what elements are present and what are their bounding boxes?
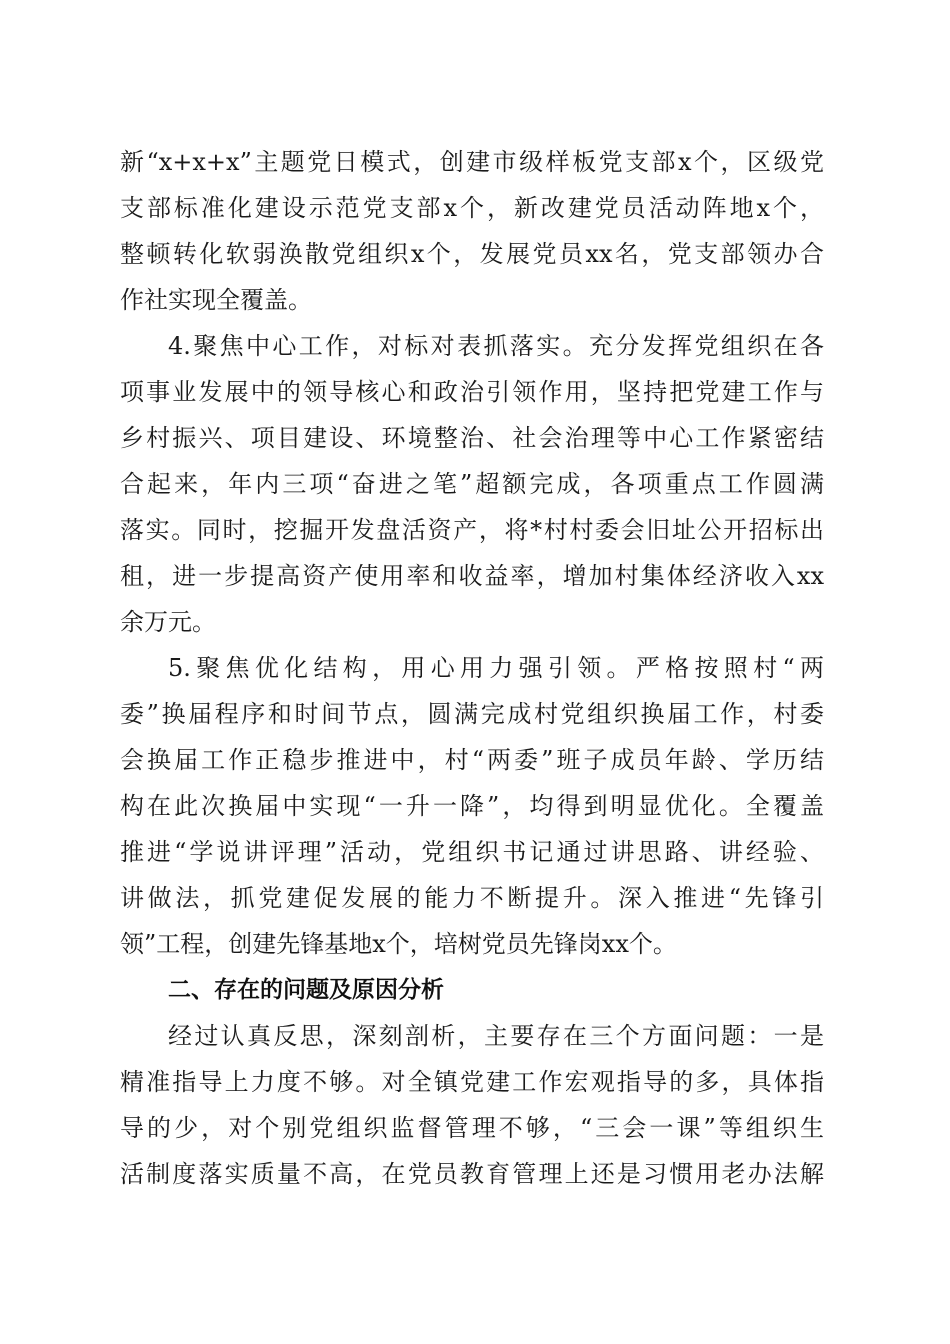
paragraph-2-line-2: 项事业发展中的领导核心和政治引领作用，坚持把党建工作与 — [120, 378, 824, 406]
paragraph-1-line-4: 作社实现全覆盖。 — [120, 286, 312, 314]
paragraph-3-line-3: 会换届工作正稳步推进中，村“两委”班子成员年龄、学历结 — [120, 746, 824, 774]
paragraph-1-line-2: 支部标准化建设示范党支部x个，新改建党员活动阵地x个， — [120, 194, 824, 222]
paragraph-3-line-6: 讲做法，抓党建促发展的能力不断提升。深入推进“先锋引 — [120, 884, 824, 912]
paragraph-2-line-3: 乡村振兴、项目建设、环境整治、社会治理等中心工作紧密结 — [120, 424, 824, 452]
paragraph-4-line-3: 导的少，对个别党组织监督管理不够，“三会一课”等组织生 — [120, 1114, 824, 1142]
section-heading: 二、存在的问题及原因分析 — [168, 977, 444, 1003]
paragraph-3-line-7: 领”工程，创建先锋基地x个，培树党员先锋岗xx个。 — [120, 930, 677, 958]
paragraph-3-line-1: 5.聚焦优化结构，用心用力强引领。严格按照村“两 — [168, 654, 824, 682]
paragraph-2-line-4: 合起来，年内三项“奋进之笔”超额完成，各项重点工作圆满 — [120, 470, 824, 498]
paragraph-2-line-1: 4.聚焦中心工作，对标对表抓落实。充分发挥党组织在各 — [168, 332, 824, 360]
paragraph-4-line-1: 经过认真反思，深刻剖析，主要存在三个方面问题：一是 — [168, 1022, 824, 1050]
paragraph-3-line-2: 委”换届程序和时间节点，圆满完成村党组织换届工作，村委 — [120, 700, 824, 728]
paragraph-4-line-4: 活制度落实质量不高，在党员教育管理上还是习惯用老办法解 — [120, 1160, 824, 1188]
paragraph-3-line-4: 构在此次换届中实现“一升一降”，均得到明显优化。全覆盖 — [120, 792, 824, 820]
paragraph-4-line-2: 精准指导上力度不够。对全镇党建工作宏观指导的多，具体指 — [120, 1068, 824, 1096]
paragraph-2-line-5: 落实。同时，挖掘开发盘活资产，将*村村委会旧址公开招标出 — [120, 516, 824, 544]
paragraph-2-line-6: 租，进一步提高资产使用率和收益率，增加村集体经济收入xx — [120, 562, 824, 590]
paragraph-1-line-1: 新“x+x+x”主题党日模式，创建市级样板党支部x个，区级党 — [120, 148, 824, 176]
paragraph-3-line-5: 推进“学说讲评理”活动，党组织书记通过讲思路、讲经验、 — [120, 838, 824, 866]
paragraph-2-line-7: 余万元。 — [120, 608, 216, 636]
paragraph-1-line-3: 整顿转化软弱涣散党组织x个，发展党员xx名，党支部领办合 — [120, 240, 824, 268]
